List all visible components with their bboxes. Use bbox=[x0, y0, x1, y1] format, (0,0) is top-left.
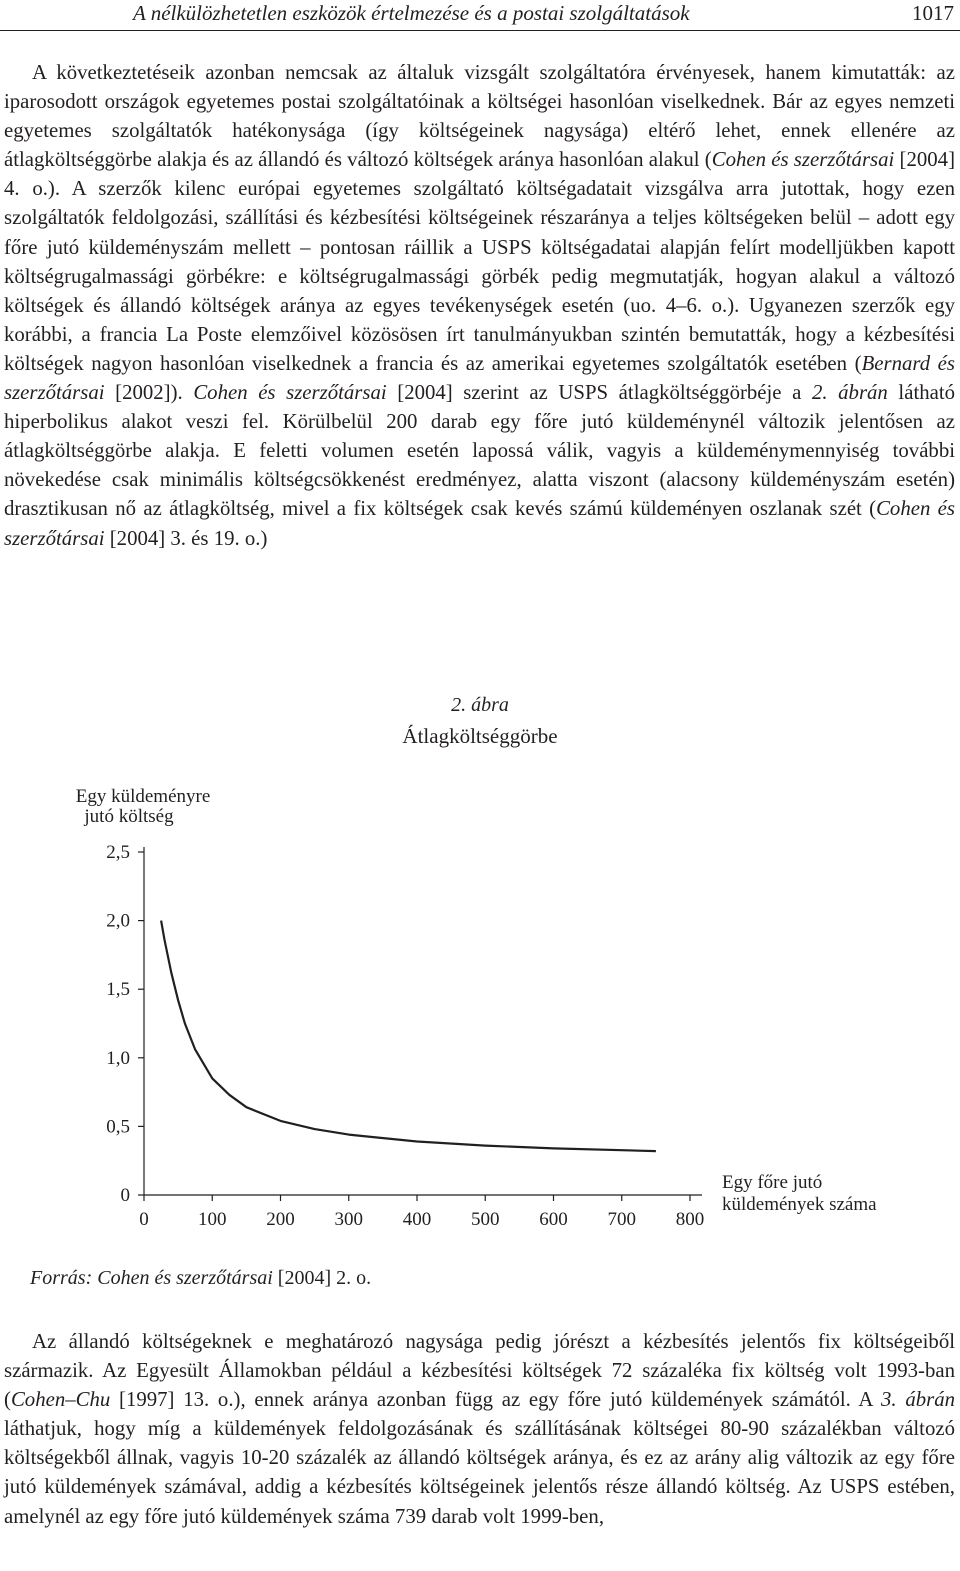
x-tick-label: 600 bbox=[539, 1209, 568, 1230]
average-cost-chart bbox=[0, 770, 960, 1260]
figure-number: 2. ábra bbox=[451, 694, 509, 716]
y-tick-label: 0 bbox=[120, 1185, 130, 1206]
running-header bbox=[0, 0, 960, 31]
x-tick-label: 400 bbox=[402, 1209, 432, 1230]
x-tick-label: 800 bbox=[675, 1209, 705, 1230]
x-tick-label: 700 bbox=[607, 1209, 636, 1230]
x-tick-label: 500 bbox=[471, 1209, 500, 1230]
x-axis-label-line1: Egy főre jutó bbox=[722, 1172, 823, 1193]
y-tick-label: 2,5 bbox=[106, 842, 130, 863]
x-tick-label: 0 bbox=[139, 1209, 149, 1230]
chart-ticks bbox=[106, 842, 704, 1230]
x-tick-label: 100 bbox=[198, 1209, 227, 1230]
body-paragraph-2: Az állandó költségeknek e meghatározó nagysága pedig jórészt a kézbesítés jelentős fix költségeiből származik. Az Egyesült Államokban például a kézbesítési költségek 72 százaléka fix költség volt 1993-ban (Cohen–Chu [1997] 13. o.), ennek aránya azonban függ az egy főre jutó küldemények számától. A 3. ábrán láthatjuk, hogy míg a küldemények feldolgozásának és szállításának költségei 80-90 százalékban változó költségekből állnak, vagyis 10-20 százalék az állandó költségek aránya, és ez az arány alig változik az egy főre jutó küldemények számával, addig a kézbesítés költségeinek jelentős része állandó költség. Az USPS estében, amelynél az egy főre jutó küldemények száma 739 darab volt 1999-ben, bbox=[4, 1330, 956, 1528]
figure-source: Forrás: Cohen és szerzőtársai [2004] 2. o. bbox=[30, 1267, 372, 1289]
running-title: A nélkülözhetetlen eszközök értelmezése és a postai szolgáltatások bbox=[133, 1, 690, 25]
chart-series bbox=[161, 921, 656, 1152]
y-axis-label-line1: Egy küldeményre bbox=[75, 786, 211, 807]
x-tick-label: 200 bbox=[266, 1209, 295, 1230]
x-axis-label-line2: küldemények száma bbox=[722, 1194, 877, 1215]
body-paragraph-1: A következtetéseik azonban nemcsak az általuk vizsgált szolgáltatóra érvényesek, hanem kimutatták: az iparosodott országok egyetemes postai szolgáltatóinak a költségei hasonlóan viselkednek. Bár az egyes nemzeti egyetemes szolgáltatók hatékonysága (így költségeinek nagysága) eltérő lehet, ennek ellenére az átlagköltséggörbe alakja és az állandó és változó költségek aránya hasonlóan alakul (Cohen és szerzőtársai [2004] 4. o.). A szerzők kilenc európai egyetemes szolgáltató költségadatait vizsgálva arra jutottak, hogy ezen szolgáltatók feldolgozási, szállítási és kézbesítési költségeinek részaránya a teljes költségeken belül – adott egy főre jutó küldeményszám mellett – pontosan ráillik a USPS költségadatai alapján felírt modelljükben kapott költségrugalmassági görbékre: e költségrugalmassági görbék pedig megmutatják, hogyan alakul a változó költségek és állandó költségek aránya az egyes tevékenységek esetén (uo. 4–6. o.). Ugyanezen szerzők egy korábbi, a francia La Poste elemzőivel közösösen írt tanulmányukban szintén bemutatták, hogy a kézbesítési költségek nagyon hasonlóan viselkednek a francia és az amerikai egyetemes szolgáltatók esetében (Bernard és szerzőtársai [2002]). Cohen és szerzőtársai [2004] szerint az USPS átlagköltséggörbéje a 2. ábrán látható hiperbolikus alakot veszi fel. Körülbelül 200 darab egy főre jutó küldeménynél változik jelentősen az átlagköltséggörbe alakja. E feletti volumen esetén lapossá válik, vagyis a küldeménymennyiség további növekedése csak minimális költségcsökkenést eredményez, alatta viszont (alacsony küldeményszám esetén) drasztikusan nő az átlagköltség, mivel a fix költségek csak kevés számú küldeményen oszlanak szét (Cohen és szerzőtársai [2004] 3. és 19. o.) bbox=[4, 61, 956, 550]
y-tick-label: 0,5 bbox=[106, 1116, 130, 1138]
page-number: 1017 bbox=[912, 1, 954, 25]
y-tick-label: 1,5 bbox=[106, 979, 130, 1001]
y-tick-label: 1,0 bbox=[106, 1047, 130, 1069]
y-axis-label-line2: jutó költség bbox=[84, 806, 174, 827]
x-tick-label: 300 bbox=[334, 1209, 363, 1230]
figure-title: Átlagköltséggörbe bbox=[402, 724, 558, 748]
average-cost-curve bbox=[161, 921, 656, 1152]
y-tick-label: 2,0 bbox=[106, 910, 130, 932]
